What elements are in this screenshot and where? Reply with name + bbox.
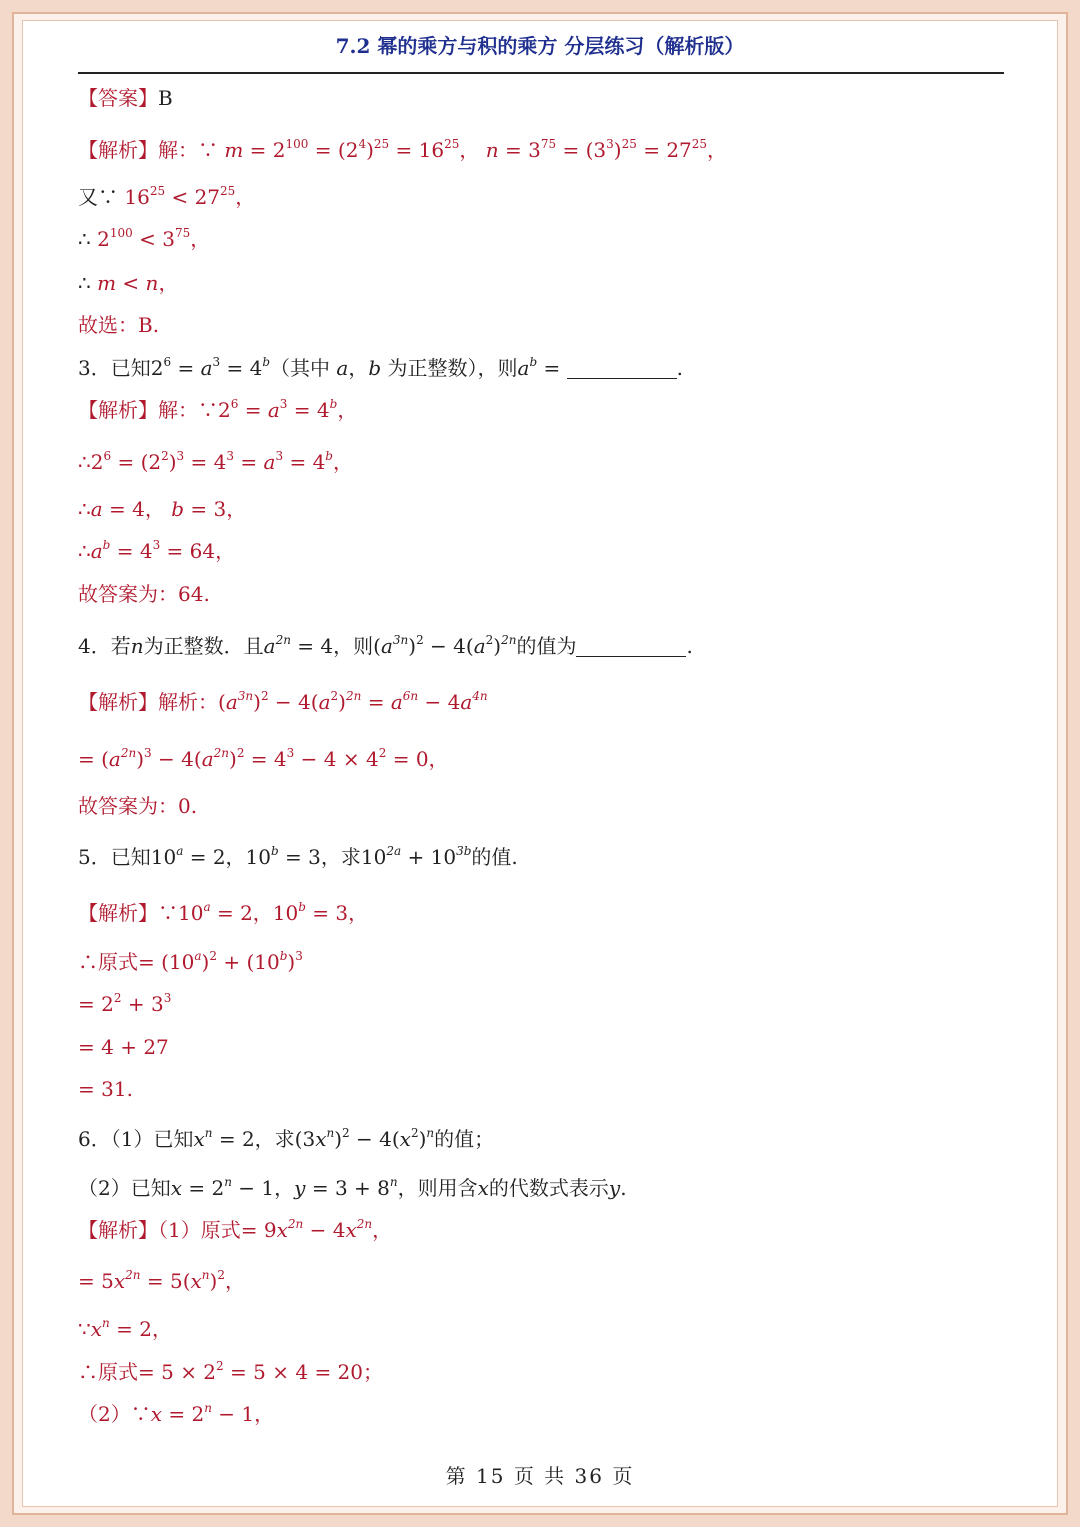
solution-line: 故答案为：0. — [78, 794, 198, 818]
question-3: 3．已知$2^6 = a^3 = 4^b$（其中 a，b 为正整数），则$a^b$ = . — [78, 355, 683, 380]
solution-line: ∴原式= $(10^a)^2 + (10^b)^3$ — [78, 949, 303, 974]
solution-line: ∴a = 4， b = 3， — [78, 497, 247, 521]
solution-line: 【解析】$\because 10^a = 2$，$10^b = 3$， — [78, 900, 369, 925]
solution-line: = $5x^{2n} = 5(x^n)^2$， — [78, 1268, 245, 1293]
solution-line: 故选：B. — [78, 313, 160, 337]
solution-line: $\therefore a^b = 4^3 = 64$， — [78, 538, 236, 563]
solution-line: = 4 + 27 — [78, 1035, 169, 1059]
solution-line: $\because x^n = 2$， — [78, 1316, 172, 1341]
question-5: 5．已知$10^a = 2$，$10^b = 3$，求$10^{2a} + 10^{3b}$的值. — [78, 844, 518, 869]
solution-line: = 31. — [78, 1077, 133, 1101]
solution-line: 【解析】（1）原式= $9x^{2n} - 4x^{2n}$， — [78, 1217, 393, 1242]
solution-line: 【解析】解析：$(a^{3n})^2 - 4(a^2)^{2n} = a^{6n} - 4a^{4n}$ — [78, 689, 488, 714]
solution-line: 又∵ $16^{25} < 27^{25}$， — [78, 184, 256, 209]
solution-line: 【解析】解：∵ $m = 2^{100} = (2^4)^{25} = 16^{25}$， $n = 3^{75} = (3^3)^{25} = 27^{25}$， — [78, 137, 728, 162]
solution-line: 故答案为：64. — [78, 582, 210, 606]
header-rule — [78, 72, 1004, 74]
solution-line: ∴ $2^{100} < 3^{75}$， — [78, 226, 211, 251]
solution-line: = $(a^{2n})^3 - 4(a^{2n})^2 = 4^3 - 4 \times 4^2 = 0$， — [78, 746, 449, 771]
solution-line: $\therefore 2^6 = (2^2)^3 = 4^3 = a^3 = 4^b$， — [78, 449, 353, 474]
question-6: 6．（1）已知$x^n = 2$，求$(3x^n)^2 - 4(x^2)^n$的值； — [78, 1126, 495, 1151]
solution-line: 【解析】解：$\because 2^6 = a^3 = 4^b$， — [78, 397, 358, 422]
answer-line: 【答案】B — [78, 86, 173, 110]
solution-line: = $2^2 + 3^3$ — [78, 991, 172, 1016]
solution-line: ∴ m < n， — [78, 271, 179, 295]
page-number: 第 15 页 共 36 页 — [445, 1464, 635, 1488]
page-header-title: 7.2 幂的乘方与积的乘方 分层练习（解析版） — [335, 34, 745, 58]
question-4: 4．若n为正整数．且$a^{2n} = 4$，则$(a^{3n})^2 - 4(a^2)^{2n}$的值为 . — [78, 633, 693, 658]
solution-line: （2）∵x = $2^n - 1$， — [78, 1401, 275, 1426]
solution-line: ∴原式= $5 \times 2^2 = 5 \times 4 = 20$； — [78, 1359, 384, 1384]
question-6-part-2: （2）已知$x = 2^n - 1$，$y = 3 + 8^n$，则用含x的代数式表示y. — [78, 1175, 627, 1200]
